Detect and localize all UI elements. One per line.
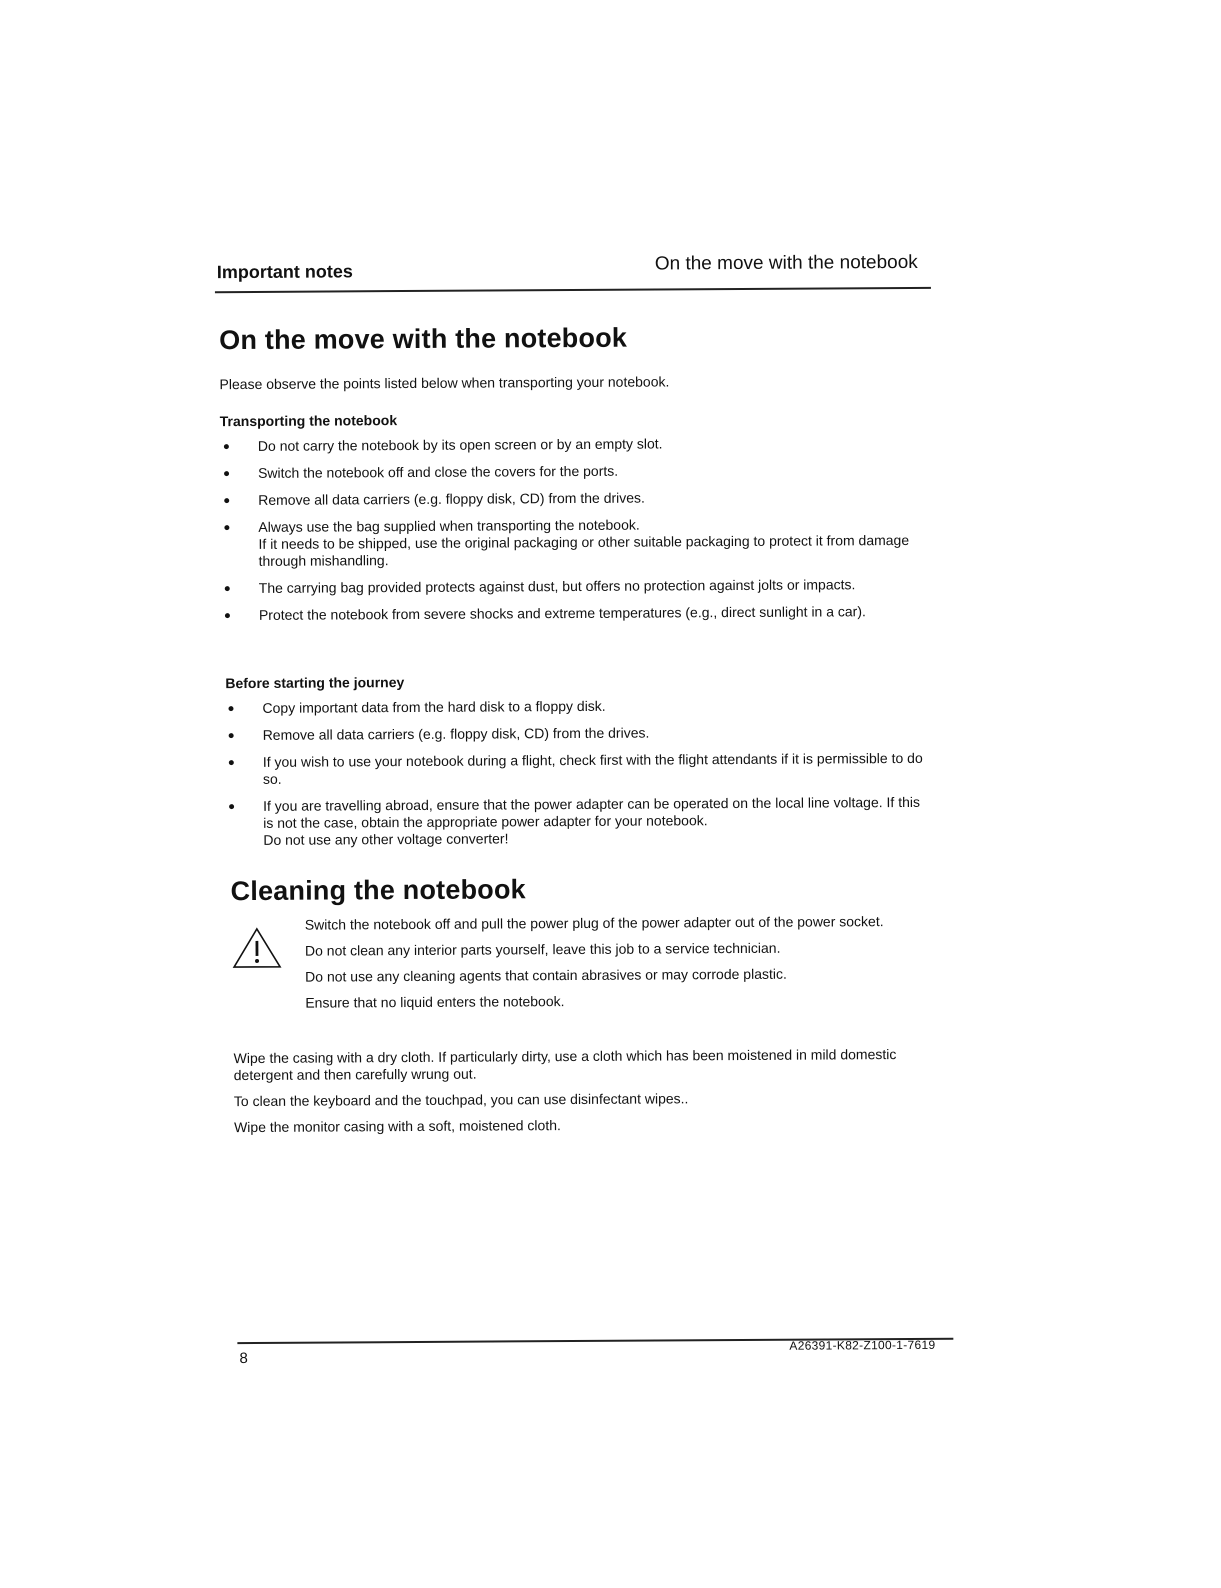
paragraph: Wipe the casing with a dry cloth. If particularly dirty, use a cloth which has been moistened in mild domestic detergent and then carefully wrung out. <box>233 1046 897 1084</box>
warning-text: Ensure that no liquid enters the notebook. <box>305 993 565 1011</box>
bullet-icon <box>224 498 229 503</box>
subheading-transporting: Transporting the notebook <box>219 412 398 430</box>
list-item: If you wish to use your notebook during a flight, check first with the flight attendants if it is permissible to do so. <box>225 750 925 788</box>
bullet-icon <box>224 471 229 476</box>
list-item: Always use the bag supplied when transporting the notebook. If it needs to be shipped, use the original packaging or other suitable packaging to protect it from damage through mishandling. <box>220 515 920 570</box>
journey-list <box>224 696 925 859</box>
bullet-icon <box>229 760 234 765</box>
bullet-icon <box>225 586 230 591</box>
section-title-move: On the move with the notebook <box>219 322 628 356</box>
cleaning-warnings <box>305 913 926 1021</box>
bullet-icon <box>228 706 233 711</box>
bullet-icon <box>224 525 229 530</box>
bullet-icon <box>229 733 234 738</box>
list-item: Switch the notebook off and close the covers for the ports. <box>220 461 920 482</box>
paragraph: Wipe the monitor casing with a soft, moistened cloth. <box>234 1117 561 1136</box>
page-number: 8 <box>239 1350 248 1368</box>
warning-text: Do not clean any interior parts yourself, leave this job to a service technician. <box>304 939 781 959</box>
list-item: Remove all data carriers (e.g. floppy disk, CD) from the drives. <box>225 723 925 744</box>
bullet-icon <box>229 804 234 809</box>
header-rule <box>215 287 931 293</box>
warning-text: Do not use any cleaning agents that contain abrasives or may corrode plastic. <box>305 965 787 985</box>
list-item: Protect the notebook from severe shocks and extreme temperatures (e.g., direct sunlight in a car). <box>221 603 921 624</box>
cleaning-instructions <box>234 1046 935 1145</box>
transport-list <box>220 434 921 634</box>
list-item: Copy important data from the hard disk to a floppy disk. <box>224 696 924 717</box>
warning-triangle-icon <box>231 926 283 970</box>
list-item: Remove all data carriers (e.g. floppy disk, CD) from the drives. <box>220 488 920 509</box>
bullet-icon <box>225 613 230 618</box>
warning-text: Switch the notebook off and pull the power plug of the power adapter out of the power socket. <box>304 913 884 933</box>
list-item: The carrying bag provided protects against dust, but offers no protection against jolts or impacts. <box>221 576 921 597</box>
document-code: A26391-K82-Z100-1-7619 <box>789 1337 936 1353</box>
paragraph: To clean the keyboard and the touchpad, you can use disinfectant wipes.. <box>233 1090 689 1110</box>
section-intro: Please observe the points listed below when transporting your notebook. <box>219 373 670 393</box>
section-title-cleaning: Cleaning the notebook <box>230 874 526 907</box>
running-header-chapter: Important notes <box>216 261 353 283</box>
bullet-icon <box>224 444 229 449</box>
list-item: Do not carry the notebook by its open screen or by an empty slot. <box>220 434 920 455</box>
running-header-section: On the move with the notebook <box>654 251 918 275</box>
subheading-journey: Before starting the journey <box>225 674 405 692</box>
list-item: If you are travelling abroad, ensure that the power adapter can be operated on the local line voltage. If this is not the case, obtain the appropriate power adapter for your notebook. Do not use any other voltage converter! <box>225 794 925 849</box>
